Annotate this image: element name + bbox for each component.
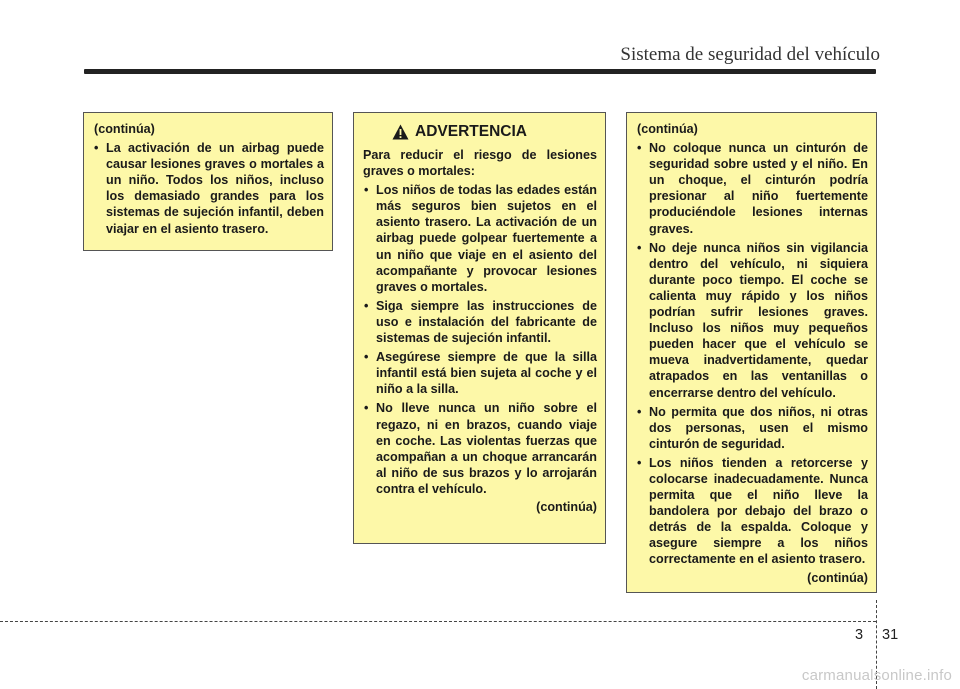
chapter-number: 3 — [855, 627, 864, 643]
bullet-item: • No coloque nunca un cinturón de seguridad sobre usted y el niño. En un choque, el cinturón podría presionar al niño fuertemente produciéndole lesiones internas graves. — [636, 140, 868, 237]
bullet-list — [636, 140, 868, 567]
warning-title: ADVERTENCIA — [415, 122, 527, 140]
bullet-item: • Asegúrese siempre de que la silla infantil está bien sujeta al coche y el niño a la silla. — [363, 349, 597, 397]
header-rule — [84, 69, 876, 74]
warning-intro: Para reducir el riesgo de lesiones graves o mortales: — [363, 148, 597, 179]
watermark: carmanualsonline.info — [801, 667, 952, 684]
continued-label-top: (continúa) — [637, 122, 698, 136]
continued-note-box-left — [83, 112, 333, 251]
warning-triangle-icon — [392, 124, 409, 140]
warning-header — [392, 121, 597, 143]
page-number: 31 — [882, 627, 899, 643]
bullet-item: • Los niños tienden a retorcerse y colocarse inadecuadamente. Nunca permita que el niño lleve la bandolera por debajo del brazo o detrás de la espalda. Coloque y asegure siempre a los niños correctamente en el asiento trasero. — [636, 455, 868, 568]
bullet-item: • No permita que dos niños, ni otras dos personas, usen el mismo cinturón de seguridad. — [636, 404, 868, 452]
continued-label-bottom: (continúa) — [536, 499, 597, 514]
bullet-list — [93, 140, 324, 237]
continued-label-bottom: (continúa) — [807, 570, 868, 585]
bullet-item: • Los niños de todas las edades están más seguros bien sujetos en el asiento trasero. La activación de un airbag puede golpear fuertemente a un niño que viaje en el asiento del acompañante y provocar lesiones graves o mortales. — [363, 182, 597, 295]
bullet-item: • La activación de un airbag puede causar lesiones graves o mortales a un niño. Todos los niños, incluso los demasiado grandes para los sistemas de sujeción infantil, deben viajar en el asiento trasero. — [93, 140, 324, 237]
footer-rule — [0, 621, 876, 622]
bullet-list — [363, 182, 597, 497]
continued-note-box-right — [626, 112, 877, 593]
bullet-item: • Siga siempre las instrucciones de uso e instalación del fabricante de sistemas de sujeción infantil. — [363, 298, 597, 346]
bullet-item: • No lleve nunca un niño sobre el regazo, ni en brazos, cuando viaje en coche. Las violentas fuerzas que acompañan a un choque arrancarán al niño de sus brazos y lo arrojarán contra el vehículo. — [363, 400, 597, 497]
header-title: Sistema de seguridad del vehículo — [620, 44, 880, 65]
bullet-item: • No deje nunca niños sin vigilancia dentro del vehículo, ni siquiera durante poco tiempo. El coche se calienta muy rápido y los niños podrían sufrir lesiones graves. Incluso los niños muy pequeños pueden hacer que el vehículo se mueva inadvertidamente, quedar atrapados en las ventanillas o encerrarse dentro del vehículo. — [636, 240, 868, 401]
warning-box — [353, 112, 606, 544]
continued-label-top: (continúa) — [94, 122, 155, 136]
